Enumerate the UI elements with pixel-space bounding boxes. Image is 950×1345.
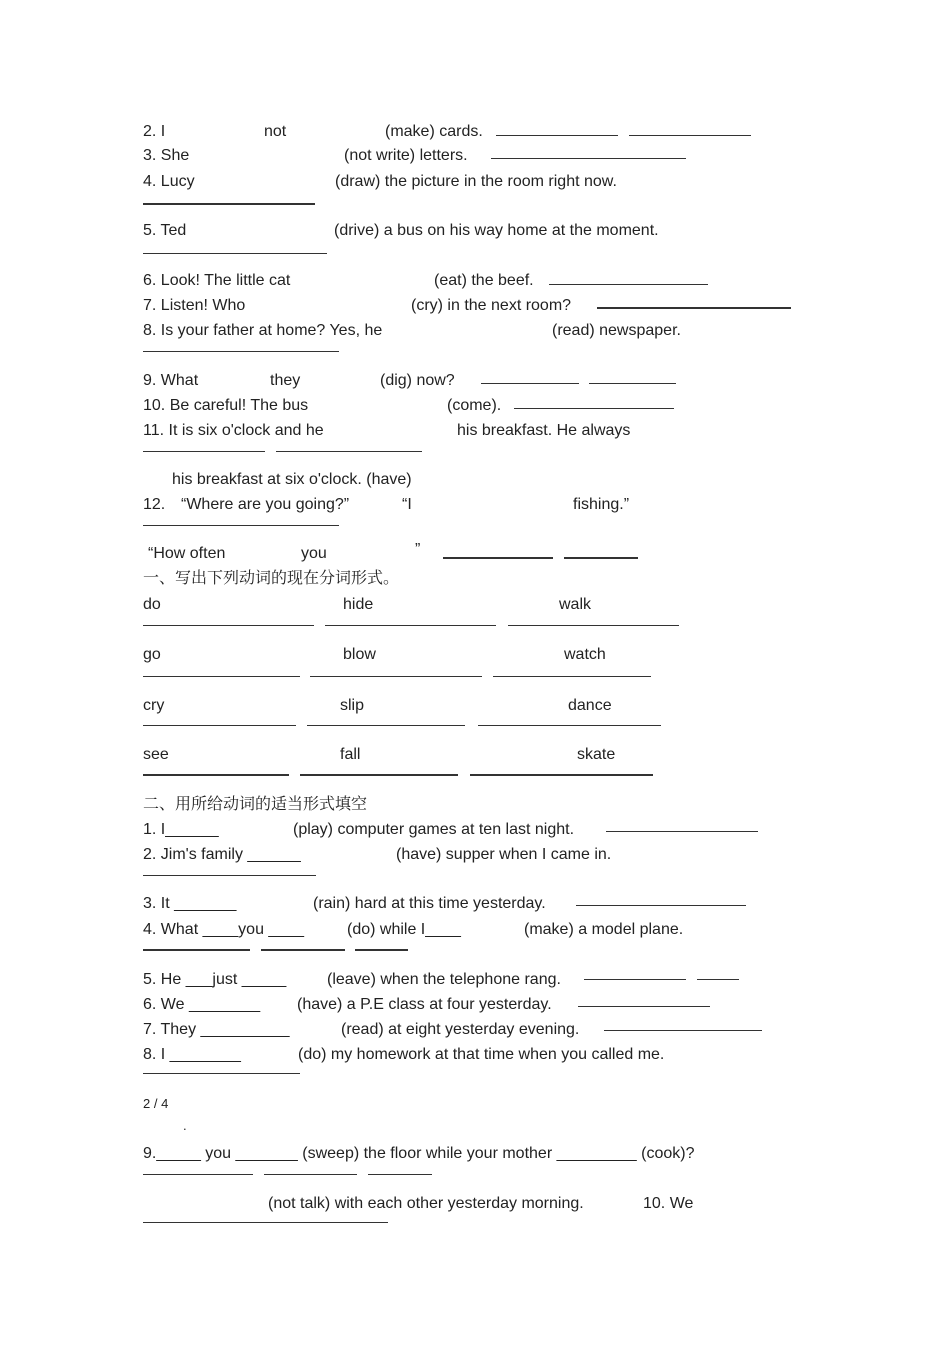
q9-number: 9. What [143, 372, 199, 389]
answer-line[interactable] [697, 979, 739, 980]
word-go: go [143, 646, 161, 663]
q12-answer-start: “I [402, 496, 412, 513]
answer-line[interactable] [143, 1222, 388, 1223]
p2-q2-start: 2. Jim's family ______ [143, 846, 301, 863]
answer-line[interactable] [597, 307, 791, 309]
answer-line[interactable] [355, 949, 408, 951]
word-fall: fall [340, 746, 361, 763]
answer-line[interactable] [564, 557, 638, 559]
p2-q9-continued: (not talk) with each other yesterday morning. [268, 1195, 584, 1212]
q8-number: 8. Is your father at home? Yes, he [143, 322, 383, 339]
section-two-heading: 二、用所给动词的适当形式填空 [143, 794, 368, 813]
answer-line[interactable] [578, 1006, 710, 1007]
word-blow: blow [343, 646, 376, 663]
answer-line[interactable] [143, 949, 250, 951]
answer-line[interactable] [143, 875, 316, 876]
q12-second-question: “How often [148, 545, 226, 562]
p2-q10-start: 10. We [643, 1195, 694, 1212]
answer-line[interactable] [584, 979, 686, 980]
word-hide: hide [343, 596, 374, 613]
answer-line[interactable] [307, 725, 465, 726]
q6-number: 6. Look! The little cat [143, 272, 291, 289]
answer-line[interactable] [470, 774, 653, 776]
q12-second-close: ” [415, 541, 421, 558]
p2-q9: 9._____ you _______ (sweep) the floor while your mother _________ (cook)? [143, 1145, 695, 1162]
answer-line[interactable] [310, 676, 482, 677]
q9-verb: (dig) now? [380, 372, 455, 389]
p2-q2-verb: (have) supper when I came in. [396, 846, 612, 863]
word-watch: watch [564, 646, 606, 663]
answer-line[interactable] [276, 451, 422, 452]
answer-line[interactable] [514, 408, 674, 409]
answer-line[interactable] [549, 284, 708, 285]
p2-q8-start: 8. I ________ [143, 1046, 241, 1063]
q11-number: 11. It is six o'clock and he [143, 422, 324, 439]
word-see: see [143, 746, 169, 763]
answer-line[interactable] [508, 625, 679, 626]
word-cry: cry [143, 697, 165, 714]
q2-word: not [264, 123, 287, 140]
p2-q3-verb: (rain) hard at this time yesterday. [313, 895, 546, 912]
word-skate: skate [577, 746, 616, 763]
p2-q7-verb: (read) at eight yesterday evening. [341, 1021, 580, 1038]
answer-line[interactable] [143, 451, 265, 452]
page-number: 2 / 4 [143, 1096, 169, 1111]
p2-q4-verb-2: (make) a model plane. [524, 921, 684, 938]
word-dance: dance [568, 697, 612, 714]
q4-number: 4. Lucy [143, 173, 195, 190]
q7-number: 7. Listen! Who [143, 297, 246, 314]
q12-second-you: you [301, 545, 327, 562]
answer-line[interactable] [143, 676, 300, 677]
answer-line[interactable] [368, 1174, 432, 1175]
q12-question: “Where are you going?” [181, 496, 350, 513]
answer-line[interactable] [481, 383, 579, 384]
answer-line[interactable] [606, 831, 758, 832]
answer-line[interactable] [604, 1030, 762, 1031]
answer-line[interactable] [143, 253, 327, 254]
q9-word: they [270, 372, 301, 389]
q12-answer-end: fishing.” [573, 496, 630, 513]
p2-q7-start: 7. They __________ [143, 1021, 290, 1038]
answer-line[interactable] [493, 676, 651, 677]
p2-q1-verb: (play) computer games at ten last night. [293, 821, 575, 838]
answer-line[interactable] [143, 774, 289, 776]
q5-verb: (drive) a bus on his way home at the moment. [334, 222, 659, 239]
p2-q3-start: 3. It _______ [143, 895, 237, 912]
q3-number: 3. She [143, 147, 190, 164]
q3-verb: (not write) letters. [344, 147, 468, 164]
q2-number: 2. I [143, 123, 166, 140]
answer-line[interactable] [478, 725, 661, 726]
answer-line[interactable] [143, 625, 314, 626]
q4-verb: (draw) the picture in the room right now. [335, 173, 617, 190]
answer-line[interactable] [300, 774, 458, 776]
word-slip: slip [340, 697, 365, 714]
answer-line[interactable] [576, 905, 746, 906]
p2-q5-start: 5. He ___just _____ [143, 971, 287, 988]
p2-q1-start: 1. I______ [143, 821, 219, 838]
answer-line[interactable] [491, 158, 686, 159]
p2-q4-verb: (do) while I____ [347, 921, 461, 938]
q11-continued: his breakfast at six o'clock. (have) [172, 471, 412, 488]
answer-line[interactable] [264, 1174, 357, 1175]
section-one-heading: 一、写出下列动词的现在分词形式。 [143, 568, 400, 587]
q5-number: 5. Ted [143, 222, 187, 239]
stray-dot: . [183, 1118, 187, 1133]
q11-middle: his breakfast. He always [457, 422, 631, 439]
answer-line[interactable] [496, 135, 618, 136]
q2-verb: (make) cards. [385, 123, 483, 140]
p2-q4-start: 4. What ____you ____ [143, 921, 305, 938]
answer-line[interactable] [325, 625, 496, 626]
q12-number: 12. [143, 496, 166, 513]
answer-line[interactable] [143, 351, 339, 352]
answer-line[interactable] [143, 203, 315, 205]
q8-verb: (read) newspaper. [552, 322, 681, 339]
q10-verb: (come). [447, 397, 502, 414]
q10-number: 10. Be careful! The bus [143, 397, 309, 414]
word-do: do [143, 596, 161, 613]
answer-line[interactable] [261, 949, 345, 951]
q6-verb: (eat) the beef. [434, 272, 534, 289]
answer-line[interactable] [143, 1073, 300, 1074]
answer-line[interactable] [143, 1174, 253, 1175]
p2-q8-verb: (do) my homework at that time when you called me. [298, 1046, 665, 1063]
answer-line[interactable] [629, 135, 751, 136]
q7-verb: (cry) in the next room? [411, 297, 572, 314]
p2-q5-verb: (leave) when the telephone rang. [327, 971, 561, 988]
word-walk: walk [559, 596, 592, 613]
answer-line[interactable] [143, 525, 339, 526]
answer-line[interactable] [443, 557, 553, 559]
p2-q6-verb: (have) a P.E class at four yesterday. [297, 996, 552, 1013]
answer-line[interactable] [143, 725, 296, 726]
answer-line[interactable] [589, 383, 676, 384]
p2-q6-start: 6. We ________ [143, 996, 261, 1013]
